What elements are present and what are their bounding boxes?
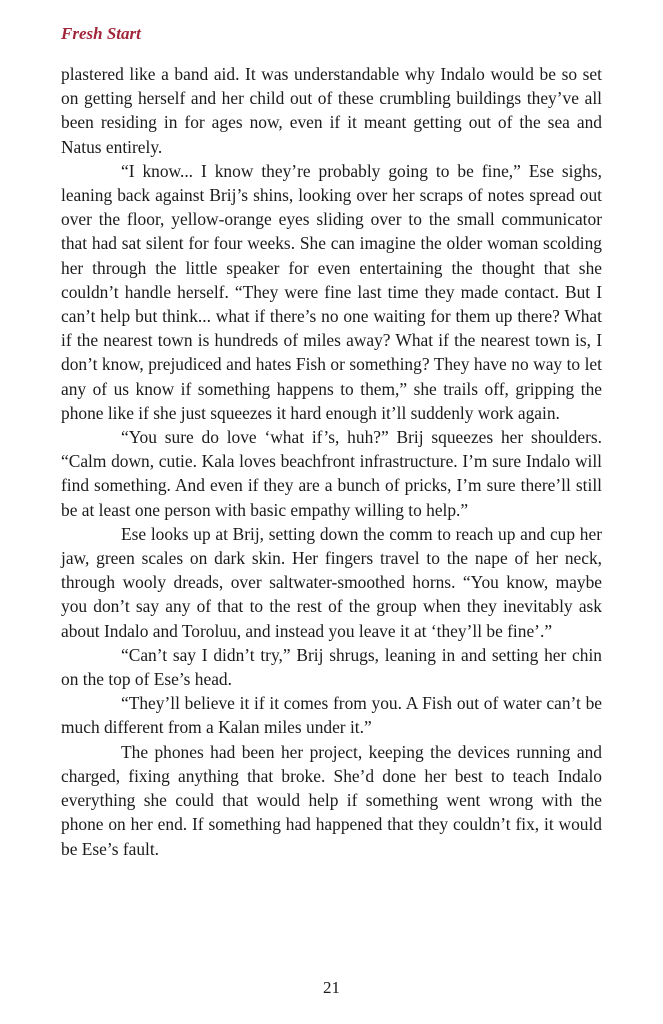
- paragraph-continued: plastered like a band aid. It was understandable why Indalo would be so set on getting herself and her child out of these crumbling buildings they’ve all been residing in for ages now, even if it meant getting out of the sea and Natus entirely.: [61, 64, 602, 157]
- running-head-title: Fresh Start: [61, 24, 141, 43]
- paragraph: “I know... I know they’re probably going to be fine,” Ese sighs, leaning back against Brij’s shins, looking over her scraps of notes spread out over the floor, yellow-orange eyes sliding over to the small communicator that had sat silent for four weeks. She can imagine the older woman scolding her through the little speaker for even entertaining the thought that she couldn’t handle herself. “They were fine last time they made contact. But I can’t help but think... what if there’s no one waiting for them up there? What if the nearest town is hundreds of miles away? What if the nearest town is, I don’t know, prejudiced and hates Fish or something? They have no way to let any of us know if something happens to them,” she trails off, gripping the phone like if she just squeezes it hard enough it’ll suddenly work again.: [61, 160, 602, 423]
- paragraph: “You sure do love ‘what if’s, huh?” Brij squeezes her shoulders. “Calm down, cutie. Kala loves beachfront infrastructure. I’m sure Indalo will find something. And even if they are a bunch of pricks, I’m sure there’ll still be at least one person with basic empathy willing to help.”: [61, 427, 602, 520]
- paragraph: “Can’t say I didn’t try,” Brij shrugs, leaning in and setting her chin on the top of Ese’s head.: [61, 644, 602, 690]
- body-text: [61, 62, 602, 861]
- paragraph: Ese looks up at Brij, setting down the comm to reach up and cup her jaw, green scales on dark skin. Her fingers travel to the nape of her neck, through wooly dreads, over saltwater-smoothed horns. “You know, maybe you don’t say any of that to the rest of the group when they inevitably ask about Indalo and Toroluu, and instead you leave it at ‘they’ll be fine’.”: [61, 523, 602, 641]
- page-number: 21: [323, 978, 340, 997]
- paragraph: The phones had been her project, keeping the devices running and charged, fixing anything that broke. She’d done her best to teach Indalo everything she could that would help if something went wrong with the phone on her end. If something had happened that they couldn’t fix, it would be Ese’s fault.: [61, 741, 602, 859]
- paragraph: “They’ll believe it if it comes from you. A Fish out of water can’t be much different from a Kalan miles under it.”: [61, 693, 602, 738]
